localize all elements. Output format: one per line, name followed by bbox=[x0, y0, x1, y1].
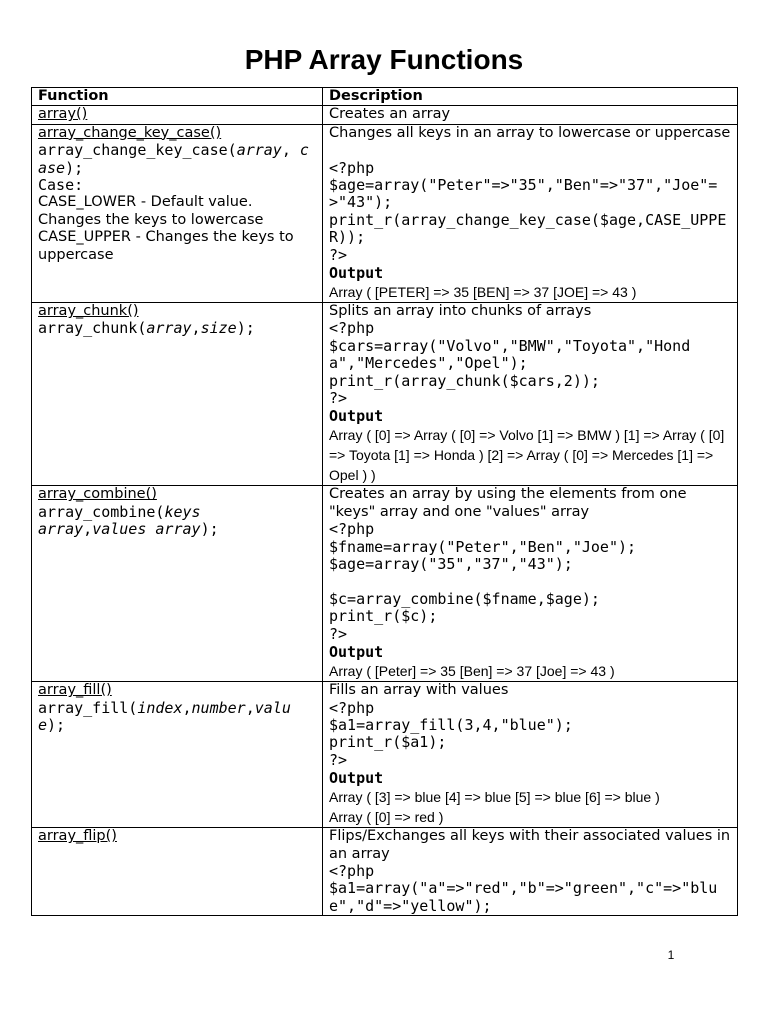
table-row bbox=[32, 106, 738, 124]
output-text: Array ( [0] => Array ( [0] => Volvo [1] => BMW ) [1] => Array ( [0] => Toyota [1] => Honda ) [2] => Array ( [0] => Mercedes [1] => Opel ) ) bbox=[329, 427, 725, 484]
page-number: 1 bbox=[667, 948, 675, 962]
function-syntax: array_change_key_case(array, case); bbox=[38, 141, 309, 177]
description-cell bbox=[323, 303, 738, 486]
function-cell bbox=[32, 303, 323, 486]
note-line: Case: bbox=[38, 176, 84, 195]
table-row bbox=[32, 124, 738, 302]
code-line: <?php bbox=[329, 319, 375, 338]
table-row bbox=[32, 682, 738, 828]
function-name: array() bbox=[38, 106, 88, 123]
code-line: <?php bbox=[329, 698, 375, 717]
description-text: Fills an array with values bbox=[329, 682, 509, 699]
functions-table bbox=[31, 87, 738, 916]
table-row bbox=[32, 828, 738, 916]
output-text: Array ( [Peter] => 35 [Ben] => 37 [Joe] => 43 ) bbox=[329, 663, 615, 680]
output-label: Output bbox=[329, 407, 384, 426]
note-line: CASE_UPPER - Changes the keys to uppercase bbox=[38, 229, 294, 263]
description-text: Splits an array into chunks of arrays bbox=[329, 303, 592, 320]
function-cell bbox=[32, 828, 323, 916]
code-line: $age=array("Peter"=>"35","Ben"=>"37","Joe"=>"43"); bbox=[329, 176, 718, 212]
function-syntax: array_chunk(array,size); bbox=[38, 319, 255, 338]
function-syntax: array_fill(index,number,value); bbox=[38, 698, 291, 734]
output-label: Output bbox=[329, 264, 384, 283]
page-title: PHP Array Functions bbox=[244, 44, 524, 75]
description-text: Changes all keys in an array to lowercase or uppercase bbox=[329, 124, 731, 141]
code-line: ?> bbox=[329, 624, 348, 643]
code-line: $a1=array("a"=>"red","b"=>"green","c"=>"blue","d"=>"yellow"); bbox=[329, 879, 718, 915]
code-line: ?> bbox=[329, 750, 348, 769]
header-description: Description bbox=[323, 88, 738, 106]
function-cell bbox=[32, 124, 323, 302]
code-line: $a1=array_fill(3,4,"blue"); bbox=[329, 715, 573, 734]
description-cell bbox=[323, 682, 738, 828]
header-function: Function bbox=[32, 88, 323, 106]
output-text: Array ( [3] => blue [4] => blue [5] => blue [6] => blue ) bbox=[329, 789, 660, 806]
description-text: Creates an array bbox=[329, 106, 451, 123]
code-line: $age=array("35","37","43"); bbox=[329, 555, 573, 574]
function-name: array_flip() bbox=[38, 828, 117, 845]
function-cell bbox=[32, 106, 323, 124]
code-line: print_r($c); bbox=[329, 607, 438, 626]
description-cell bbox=[323, 106, 738, 124]
code-line: print_r(array_chunk($cars,2)); bbox=[329, 371, 600, 390]
code-line: $fname=array("Peter","Ben","Joe"); bbox=[329, 537, 637, 556]
description-cell bbox=[323, 486, 738, 682]
code-line: <?php bbox=[329, 158, 375, 177]
code-line: $cars=array("Volvo","BMW","Toyota","Honda","Mercedes","Opel"); bbox=[329, 336, 691, 373]
code-line: $c=array_combine($fname,$age); bbox=[329, 589, 600, 608]
table-header-row bbox=[32, 88, 738, 106]
description-text: Flips/Exchanges all keys with their associated values in an array bbox=[329, 828, 731, 862]
function-syntax: array_combine(keys array,values array); bbox=[38, 502, 219, 539]
table-row bbox=[32, 303, 738, 486]
function-name: array_fill() bbox=[38, 682, 112, 699]
function-name: array_change_key_case() bbox=[38, 124, 222, 141]
output-text: Array ( [PETER] => 35 [BEN] => 37 [JOE] => 43 ) bbox=[329, 284, 637, 301]
code-line: print_r($a1); bbox=[329, 733, 447, 752]
code-line: ?> bbox=[329, 389, 348, 408]
description-cell bbox=[323, 124, 738, 302]
description-cell bbox=[323, 828, 738, 916]
function-cell bbox=[32, 486, 323, 682]
description-text: Creates an array by using the elements from one "keys" array and one "values" array bbox=[329, 486, 687, 520]
function-cell bbox=[32, 682, 323, 828]
function-name: array_combine() bbox=[38, 486, 157, 503]
code-line: ?> bbox=[329, 245, 348, 264]
table-row bbox=[32, 486, 738, 682]
note-line: CASE_LOWER - Default value. Changes the keys to lowercase bbox=[38, 194, 264, 228]
output-text: Array ( [0] => red ) bbox=[329, 809, 444, 826]
output-label: Output bbox=[329, 769, 384, 788]
code-line: <?php bbox=[329, 520, 375, 539]
code-line: print_r(array_change_key_case($age,CASE_UPPER)); bbox=[329, 210, 727, 247]
code-line: <?php bbox=[329, 861, 375, 880]
function-name: array_chunk() bbox=[38, 303, 139, 320]
output-label: Output bbox=[329, 643, 384, 662]
